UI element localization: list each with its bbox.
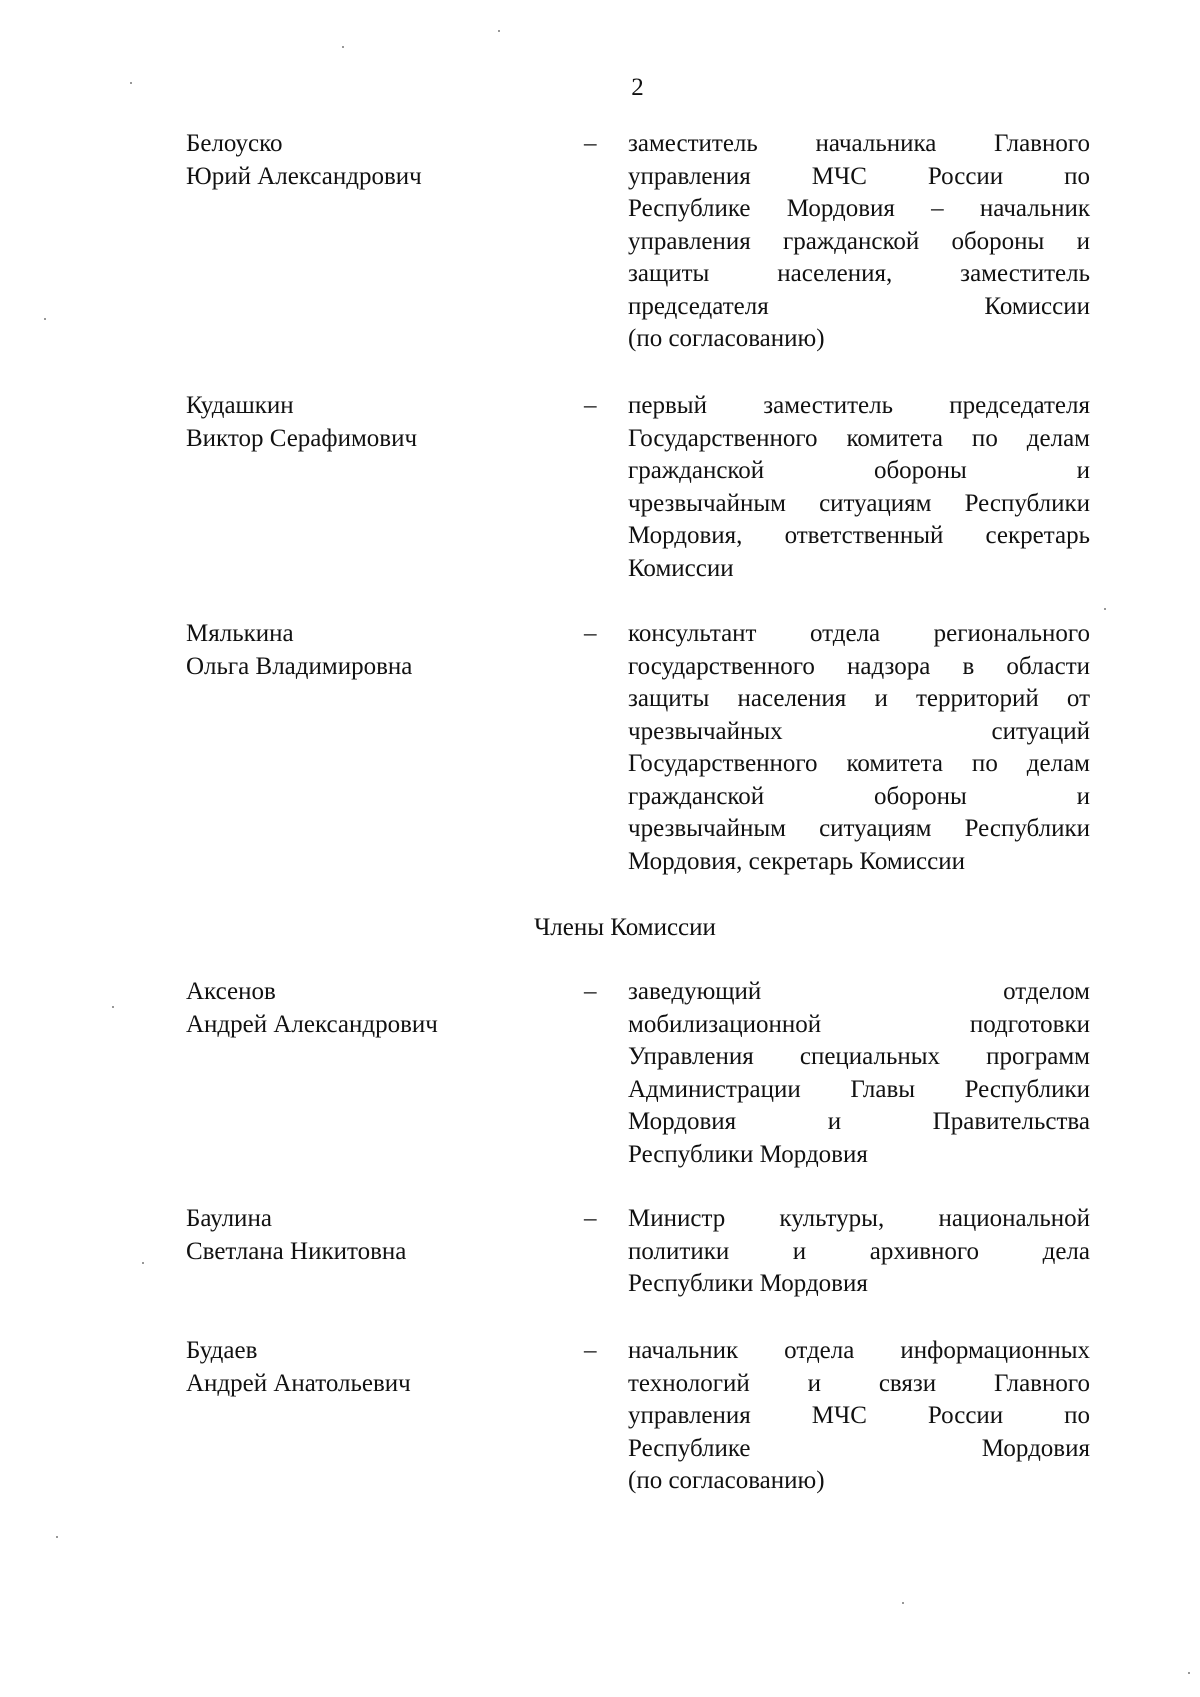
description-line: гражданской обороны и (628, 782, 1090, 810)
description-line: первый заместитель председателя (628, 392, 1090, 419)
dash-separator: – (584, 1337, 597, 1364)
person-name (186, 618, 546, 683)
scan-speck (342, 46, 344, 48)
person-name (186, 1335, 546, 1400)
position-description (628, 390, 1090, 585)
description-line: технологий и связи Главного (628, 1369, 1090, 1397)
description-line: (по согласованию) (628, 1467, 825, 1494)
scan-speck (130, 82, 132, 84)
description-line: Республики Мордовия (628, 1140, 868, 1168)
scan-speck (56, 1536, 58, 1538)
scan-speck (902, 1602, 904, 1604)
given-names: Андрей Александрович (186, 1010, 438, 1038)
description-line: Мордовия, секретарь Комиссии (628, 847, 965, 875)
given-names: Светлана Никитовна (186, 1237, 407, 1265)
scan-speck (142, 1262, 144, 1264)
given-names: Ольга Владимировна (186, 652, 413, 680)
surname: Белоуско (186, 130, 283, 157)
position-description (628, 128, 1090, 356)
dash-separator: – (584, 978, 597, 1005)
description-line: заместитель начальника Главного (628, 130, 1090, 157)
dash-separator: – (584, 1205, 597, 1232)
description-line: мобилизационной подготовки (628, 1010, 1090, 1038)
description-line: Государственного комитета по делам (628, 424, 1090, 452)
position-description (628, 1203, 1090, 1301)
description-line: Министр культуры, национальной (628, 1205, 1090, 1232)
description-line: защиты населения, заместитель (628, 260, 1090, 287)
description-line: управления МЧС России по (628, 1402, 1090, 1429)
page-number: 2 (631, 74, 644, 101)
position-description (628, 618, 1090, 878)
surname: Аксенов (186, 978, 276, 1005)
given-names: Андрей Анатольевич (186, 1369, 411, 1397)
description-line: начальник отдела информационных (628, 1337, 1090, 1364)
scan-speck (498, 30, 500, 32)
person-name (186, 390, 546, 455)
description-line: гражданской обороны и (628, 457, 1090, 484)
person-name (186, 976, 546, 1041)
description-line: чрезвычайным ситуациям Республики (628, 489, 1090, 517)
description-line: (по согласованию) (628, 325, 825, 352)
dash-separator: – (584, 392, 597, 419)
description-line: Республики Мордовия (628, 1270, 868, 1297)
description-line: консультант отдела регионального (628, 620, 1090, 647)
description-line: Комиссии (628, 554, 734, 582)
dash-separator: – (584, 620, 597, 647)
position-description (628, 1335, 1090, 1498)
description-line: Государственного комитета по делам (628, 750, 1090, 777)
description-line: чрезвычайных ситуаций (628, 717, 1090, 745)
given-names: Юрий Александрович (186, 162, 422, 190)
given-names: Виктор Серафимович (186, 424, 418, 452)
description-line: государственного надзора в области (628, 652, 1090, 680)
surname: Кудашкин (186, 392, 294, 419)
description-line: Управления специальных программ (628, 1043, 1090, 1070)
section-heading: Члены Комиссии (534, 914, 716, 941)
person-name (186, 128, 546, 193)
description-line: председателя Комиссии (628, 292, 1090, 320)
surname: Мялькина (186, 620, 294, 647)
description-line: Мордовия, ответственный секретарь (628, 522, 1090, 549)
scan-speck (44, 318, 46, 320)
scan-speck (1188, 1672, 1190, 1674)
description-line: Республике Мордовия – начальник (628, 195, 1090, 222)
surname: Будаев (186, 1337, 258, 1364)
description-line: чрезвычайным ситуациям Республики (628, 815, 1090, 842)
person-name (186, 1203, 546, 1268)
description-line: Республике Мордовия (628, 1434, 1090, 1462)
description-line: защиты населения и территорий от (628, 685, 1090, 712)
scan-speck (1104, 608, 1106, 610)
description-line: управления МЧС России по (628, 162, 1090, 190)
description-line: политики и архивного дела (628, 1237, 1090, 1265)
description-line: заведующий отделом (628, 978, 1090, 1005)
surname: Баулина (186, 1205, 272, 1232)
description-line: Мордовия и Правительства (628, 1108, 1090, 1135)
description-line: управления гражданской обороны и (628, 227, 1090, 255)
position-description (628, 976, 1090, 1171)
dash-separator: – (584, 130, 597, 157)
scan-speck (112, 1006, 114, 1008)
description-line: Администрации Главы Республики (628, 1075, 1090, 1103)
